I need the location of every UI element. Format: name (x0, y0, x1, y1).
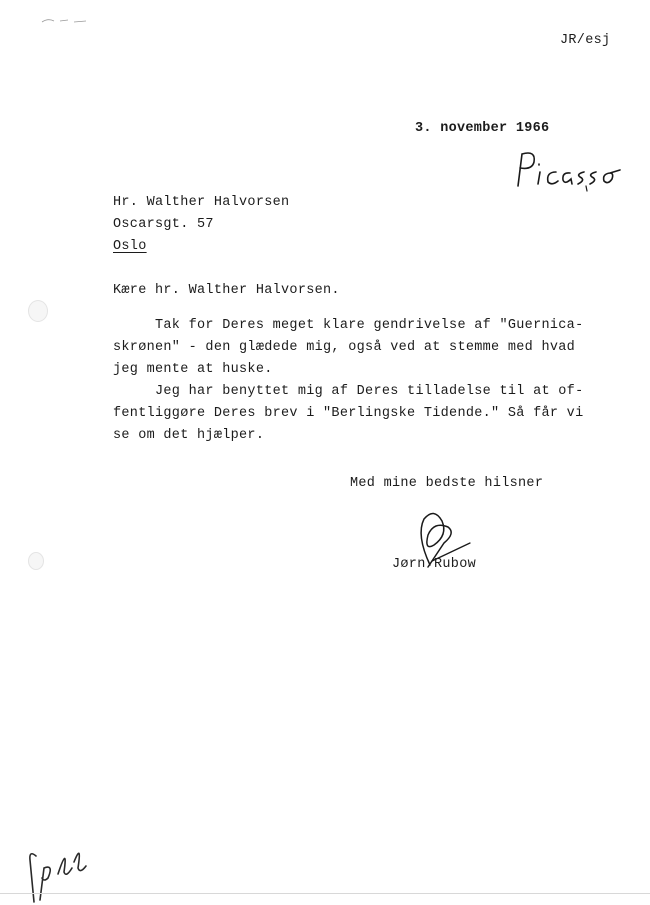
body-line: Tak for Deres meget klare gendrivelse af "Guernica- (113, 318, 584, 333)
closing-line: Med mine bedste hilsner (350, 476, 544, 491)
recipient-city: Oslo (113, 239, 147, 254)
recipient-address (113, 192, 289, 258)
body-line: jeg mente at huske. (113, 362, 273, 377)
letter-body (113, 315, 583, 447)
salutation: Kære hr. Walther Halvorsen. (113, 283, 340, 298)
recipient-street: Oscarsgt. 57 (113, 217, 214, 232)
body-line: Jeg har benyttet mig af Deres tilladelse til at of- (113, 384, 584, 399)
signer-name: Jørn Rubow (392, 557, 477, 572)
body-line: fentliggøre Deres brev i "Berlingske Tidende." Så får vi (113, 406, 584, 421)
punch-hole (28, 552, 44, 570)
handwritten-initials (20, 838, 95, 905)
recipient-name: Hr. Walther Halvorsen (113, 195, 290, 210)
handwritten-picasso-note (508, 146, 623, 196)
letter-date: 3. november 1966 (415, 121, 550, 136)
reference-code: JR/esj (560, 33, 611, 48)
page-edge-line (0, 893, 650, 894)
punch-hole (28, 300, 48, 322)
body-line: skrønen" - den glædede mig, også ved at stemme med hvad (113, 340, 576, 355)
pencil-mark (40, 16, 90, 26)
body-line: se om det hjælper. (113, 428, 265, 443)
